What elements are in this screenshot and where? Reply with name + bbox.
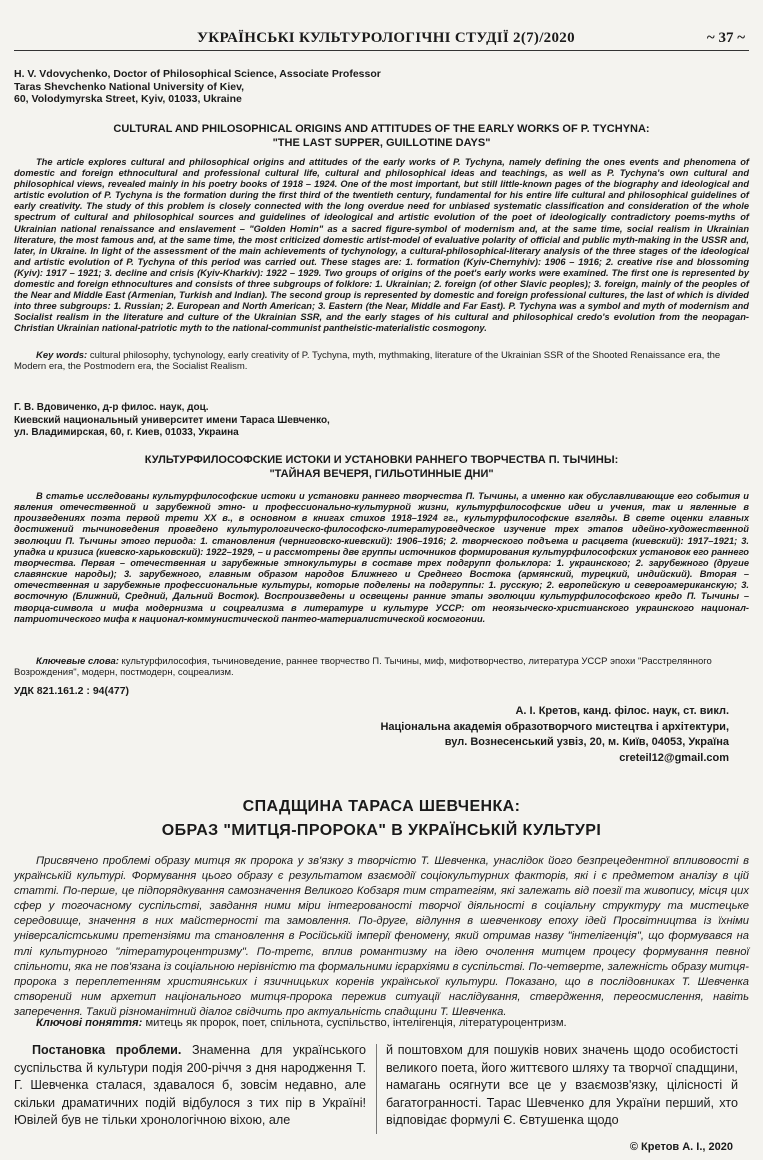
keywords-en (14, 350, 749, 373)
udc-code: УДК 821.161.2 : 94(477) (14, 685, 130, 697)
author-line: Киевский национальный университет имени Тараса Шевченко, (14, 414, 330, 426)
body-column-right: й поштовхом для пошуків нових значень щодо особистості великого поета, його життєвого шляху та творчої спадщини, намагань осягнути все це у взаємозв'язку, цілісності й багатогранності. Тарас Шевченко для України перший, хто відповідає формулі Є. Євтушенка щодо (386, 1043, 738, 1127)
article-title-ua (14, 795, 749, 843)
keywords-label: Key words: (36, 350, 88, 361)
article-title-ru (14, 453, 749, 481)
section-heading: Постановка проблеми. (32, 1043, 182, 1057)
author-email: creteil12@gmail.com (619, 751, 729, 764)
author-line: вул. Вознесенський узвіз, 20, м. Київ, 04053, Україна (444, 736, 729, 748)
title-line: КУЛЬТУРФИЛОСОФСКИЕ ИСТОКИ И УСТАНОВКИ РАННЕГО ТВОРЧЕСТВА П. ТЫЧИНЫ: (144, 454, 619, 466)
keywords-text: митець як пророк, поет, спільнота, суспільство, інтелігенція, літературоцентризм. (142, 1017, 567, 1029)
keywords-ru (14, 656, 749, 679)
abstract-en: The article explores cultural and philosophical origins and attitudes of the early works of P. Tychyna, namely defining the ones events and phenomena of domestic and foreign ethnocultural and professional cultural life, cultural and philosophical ideas and teachings, as well as P. Tychyna's own cultural and philosophical views, revealed mainly in his poetry books of 1918 – 1924. One of the most important, but still little-known pages of the biography and ideological and artistic evolution of P. Tychyna is the formation during the first third of the twentieth century, fundamental for his entire life cultural and philosophical guidelines of early creativity. The study of this problem is closely connected with the long overdue need for unbiased systematic classification and consideration of the whole spectrum of cultural and philosophical sources and guidelines of ideological and artistic evolution of the poet of ideologically contradictory poems-myths of Ukrainian national renaissance and enslavement – "Golden Homin" as a sacred figure-symbol of modernism and, at the same time, social realism in Ukrainian literature, the most famous and, at the same time, the most criticized domestic artist-model of evaluative polarity of official and public myth-making in the USSR and, later, in Ukraine. In light of the assessment of the main achievements of tychynology, a cultural-philosophical-literary analysis of the three stages of the ideological and artistic evolution of P. Tychyna of this period was carried out. These stages are: 1. formation (Kyiv-Chernyhiv): 1906 – 1916; 2. creative rise and blossoming (Kyiv): 1917 – 1921; 3. decline and crisis (Kyiv-Kharkiv): 1922 – 1929. Two groups of origins of the poet's early works were examined. The first one is represented by domestic and foreign ethnocultures and consists of three subgroups of folklore: 1. Ukrainian; 2. foreign (of other Slavic peoples); 3. foreign, mainly of the peoples of the Near and Middle East (Armenian, Turkish and Indian). The second group is represented by domestic and foreign professional cultures, the last of which is divided into three subgroups: 1. Russian; 2. European and North American; 3. Eastern (the Near, Middle and Far East). P. Tychyna was a symbol and myth of modernism and Socialist realism in the literature and culture of the Ukrainian SSR, and the early stages of his cultural and philosophical credo's evolution from the neopagan-Christian Ukrainian national-patriotic myth to the national-communist pantheistic-materialistic cosmogony. (14, 157, 749, 334)
keywords-text: культурфилософия, тычиноведение, раннее творчество П. Тычины, миф, мифотворчество, литература УССР эпохи "Расстрелянного Возрождения", модерн, постмодерн, соцреализм. (14, 656, 712, 679)
column-divider (376, 1044, 377, 1134)
author-affiliation-en (14, 68, 749, 106)
title-line: "THE LAST SUPPER, GUILLOTINE DAYS" (272, 137, 491, 149)
body-columns (14, 1042, 749, 1136)
keywords-label: Ключові поняття: (36, 1017, 143, 1029)
body-column-left (14, 1042, 366, 1130)
author-affiliation-ua (380, 704, 729, 766)
abstract-ru: В статье исследованы культурфилософские истоки и установки раннего творчества П. Тычины, а именно как обуславливающие его события и явления отечественной и зарубежной этно- и профессионально-культурной жизни, культурфилософские идеи и учения, так и явленные в произведениях поэта первой трети ХХ в., в основном в книгах стихов 1918–1924 гг., культурфилософские взгляды. В свете оценки главных достижений тычиноведения проведено культурологическо-философско-литературоведческое изучение трех этапов идейно-художественной эволюции П. Тычины этого периода: 1. становления (черниговско-киевский): 1906–1916; 2. творческого подъема и расцвета (киевский): 1917–1921; 3. упадка и кризиса (киевско-харьковский): 1922–1929, – и рассмотрены две группы источников формирования культурфилософских установок его раннего творчества. Первая – отечественная и зарубежные этнокультуры в составе трех подгрупп фольклора: 1. украинского; 2. зарубежного (другие славянские народы); 3. зарубежного, главным образом народов Ближнего и Среднего Востока (армянский, турецкий, индийский). Вторая – отечественная и зарубежные профессиональные культуры, которые поделены на подгруппы: 1. русскую; 2. европейскую и североамериканскую; 3. восточную (Ближний, Средний, Дальний Восток). Воспроизведены и освещены ранние этапы эволюции культурфилософского кредо П. Тычины – творца-символа и мифа модернизма и соцреализма в литературе и культуре УССР: от неоязыческо-христианского украинского национал-патриотического мифа к национал-коммунистической пантео-материалистической космогонии. (14, 491, 749, 624)
author-line: А. І. Кретов, канд. філос. наук, ст. викл. (515, 705, 729, 717)
journal-title: УКРАЇНСЬКІ КУЛЬТУРОЛОГІЧНІ СТУДІЇ 2(7)/2020 (197, 30, 575, 46)
title-line: СПАДЩИНА ТАРАСА ШЕВЧЕНКА: (242, 798, 521, 815)
title-line: "ТАЙНАЯ ВЕЧЕРЯ, ГИЛЬОТИННЫЕ ДНИ" (269, 468, 494, 480)
keywords-ua (14, 1016, 749, 1031)
page-number: ~ 37 ~ (706, 30, 745, 46)
article-title-en (14, 122, 749, 150)
running-header (14, 28, 749, 51)
author-line: Taras Shevchenko National University of Kiev, (14, 80, 245, 93)
author-line: ул. Владимирская, 60, г. Киев, 01033, Украина (14, 427, 239, 438)
author-line: Національна академія образотворчого мистецтва і архітектури, (380, 720, 729, 733)
author-affiliation-ru (14, 402, 749, 440)
keywords-label: Ключевые слова: (36, 656, 119, 667)
title-line: ОБРАЗ "МИТЦЯ-ПРОРОКА" В УКРАЇНСЬКІЙ КУЛЬТУРІ (161, 822, 602, 839)
author-line: 60, Volodymyrska Street, Kyiv, 01033, Ukraine (14, 93, 242, 105)
author-line: Г. В. Вдовиченко, д-р филос. наук, доц. (14, 402, 209, 413)
keywords-text: cultural philosophy, tychynology, early creativity of P. Tychyna, myth, mythmaking, literature of the Ukrainian SSR of the Shooted Renaissance era, the Modern era, the Postmodern era, the Socialist Realism. (14, 350, 721, 373)
copyright-notice: © Кретов А. І., 2020 (629, 1141, 733, 1153)
abstract-ua: Присвячено проблемі образу митця як пророка у зв'язку з творчістю Т. Шевченка, унаслідок його безпрецедентної впливовості в українській культурі. Формування цього образу є результатом взаємодії соціокультурних факторів, які і є предметом аналізу в цій статті. По-перше, це підпорядкування самозначення Великого Кобзаря тим стратегіям, які залежать від поезії та живопису, місця цих сфер у тогочасному суспільстві, завдання ними міри інтегрованості творчої діяльності в соціальну структуру та мистецьке середовище, значення в них майстерності та замовлення. По-друге, відлуння в шевченкову епоху ідей Просвітництва із їхніми універсалістськими претензіями та становлення в Російській імперії феномену, який отримав назву "інтелігенція", що формувався на тлі культурного "літературоцентризму". По-третє, вплив романтизму на ідею очолення митцем процесу формування певної спільноти, яка не пов'язана із соціальною нерівністю та формальними ієрархіями в суспільстві. По-четверте, залежність образу митця-пророка з переплетенням християнських і язичницьких коренів української культури. Показано, що в послідовниках Т. Шевченка створений ним архетип національного митця-пророка пережив ситуації наслідування, ствердження, переосмислення, навіть заперечення. Такий різноманітний діалог свідчить про актуальність спадщини Т. Шевченка. (14, 855, 749, 1018)
title-line: CULTURAL AND PHILOSOPHICAL ORIGINS AND ATTITUDES OF THE EARLY WORKS OF P. TYCHYNA: (113, 123, 650, 135)
body-text: Знаменна для українського суспільства й культури подія 200-річчя з дня народження Т. Г. Шевченка сталася, здавалося б, зовсім недавно, але скільки драматичних подій відбулося з тих пір в Україні! Ювілей був не тільки хронологічною віхою, але (14, 1043, 366, 1127)
author-line: H. V. Vdovychenko, Doctor of Philosophical Science, Associate Professor (14, 68, 381, 80)
